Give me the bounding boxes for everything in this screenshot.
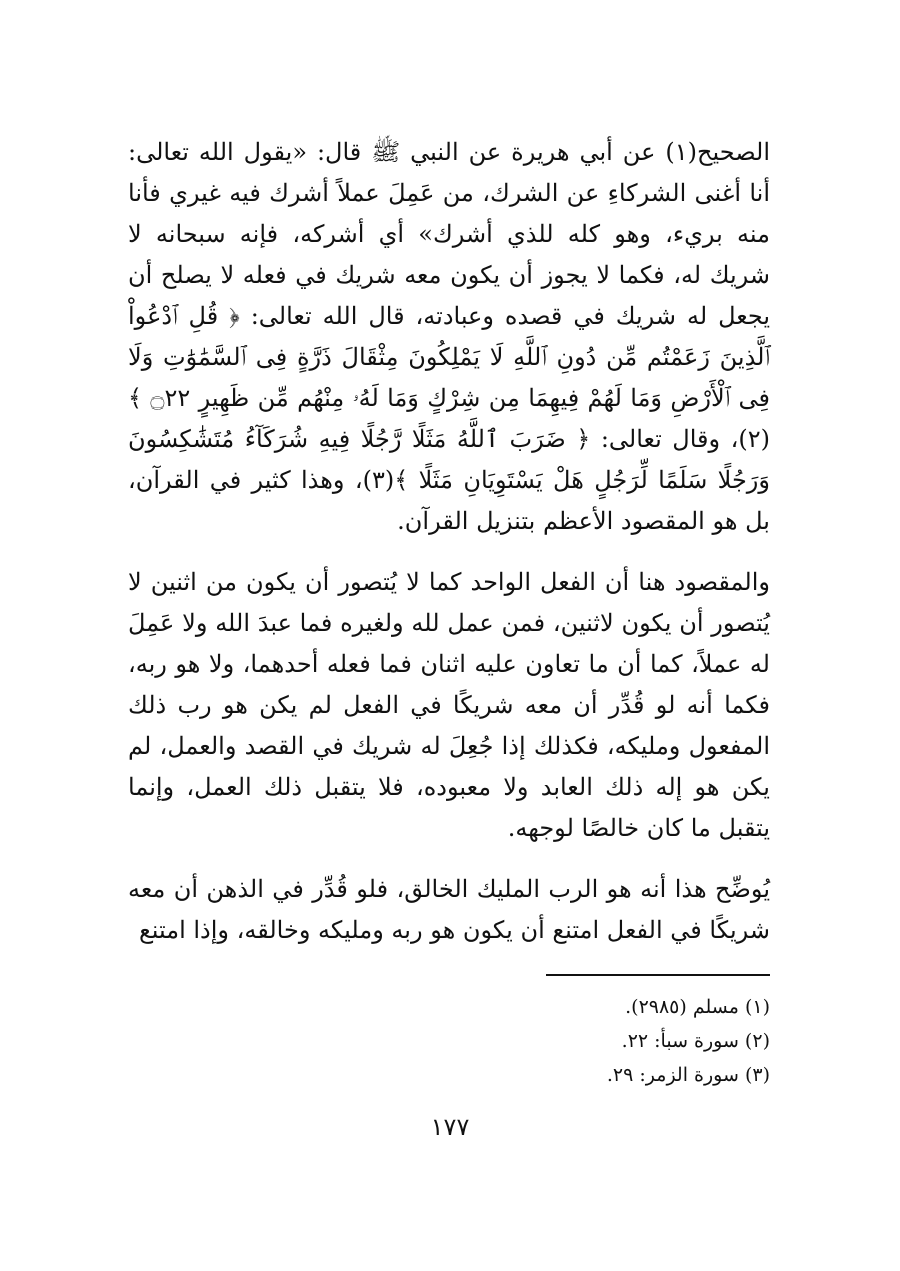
footnotes xyxy=(500,990,770,1092)
page-body xyxy=(128,132,770,951)
body-paragraph-1: الصحيح(١) عن أبي هريرة عن النبي ﷺ قال: «يقول الله تعالى: أنا أغنى الشركاءِ عن الشرك، من عَمِلَ عملاً أشرك فيه غيري فأنا منه بريء، وهو كله للذي أشرك» أي أشركه، فإنه سبحانه لا شريك له، فكما لا يجوز أن يكون معه شريك في فعله لا يصلح أن يجعل له شريك في قصده وعبادته، قال الله تعالى: ﴿ قُلِ ٱدْعُواْ ٱلَّذِينَ زَعَمْتُم مِّن دُونِ ٱللَّهِ لَا يَمْلِكُونَ مِثْقَالَ ذَرَّةٍ فِى ٱلسَّمَٰوَٰتِ وَلَا فِى ٱلْأَرْضِ وَمَا لَهُمْ فِيهِمَا مِن شِرْكٍ وَمَا لَهُۥ مِنْهُم مِّن ظَهِيرٍ ۝٢٢ ﴾(٢)، وقال تعالى: ﴿ ضَرَبَ ٱللَّهُ مَثَلًا رَّجُلًا فِيهِ شُرَكَآءُ مُتَشَٰكِسُونَ وَرَجُلًا سَلَمًا لِّرَجُلٍ هَلْ يَسْتَوِيَانِ مَثَلًا ﴾(٣)، وهذا كثير في القرآن، بل هو المقصود الأعظم بتنزيل القرآن. xyxy=(128,138,770,535)
footnote-1: (١) مسلم (٢٩٨٥). xyxy=(625,996,770,1018)
footnote-divider xyxy=(546,974,770,976)
body-paragraph-2: والمقصود هنا أن الفعل الواحد كما لا يُتصور أن يكون من اثنين لا يُتصور أن يكون لاثنين، فمن عمل لله ولغيره فما عبدَ الله ولا عَمِلَ له عملاً، كما أن ما تعاون عليه اثنان فما فعله أحدهما، ولا هو ربه، فكما أنه لو قُدِّر أن معه شريكًا في الفعل لم يكن هو رب ذلك المفعول ومليكه، فكذلك إذا جُعِلَ له شريك في القصد والعمل، لم يكن هو إله ذلك العابد ولا معبوده، فلا يتقبل ذلك العمل، وإنما يتقبل ما كان خالصًا لوجهه. xyxy=(128,568,771,842)
body-paragraph-3: يُوضِّح هذا أنه هو الرب المليك الخالق، فلو قُدِّر في الذهن أن معه شريكًا في الفعل امتنع أن يكون هو ربه ومليكه وخالقه، وإذا امتنع xyxy=(128,875,770,944)
footnote-2: (٢) سورة سبأ: ٢٢. xyxy=(621,1030,770,1052)
footnote-3: (٣) سورة الزمر: ٢٩. xyxy=(606,1064,770,1086)
page-number: ١٧٧ xyxy=(430,1113,470,1141)
